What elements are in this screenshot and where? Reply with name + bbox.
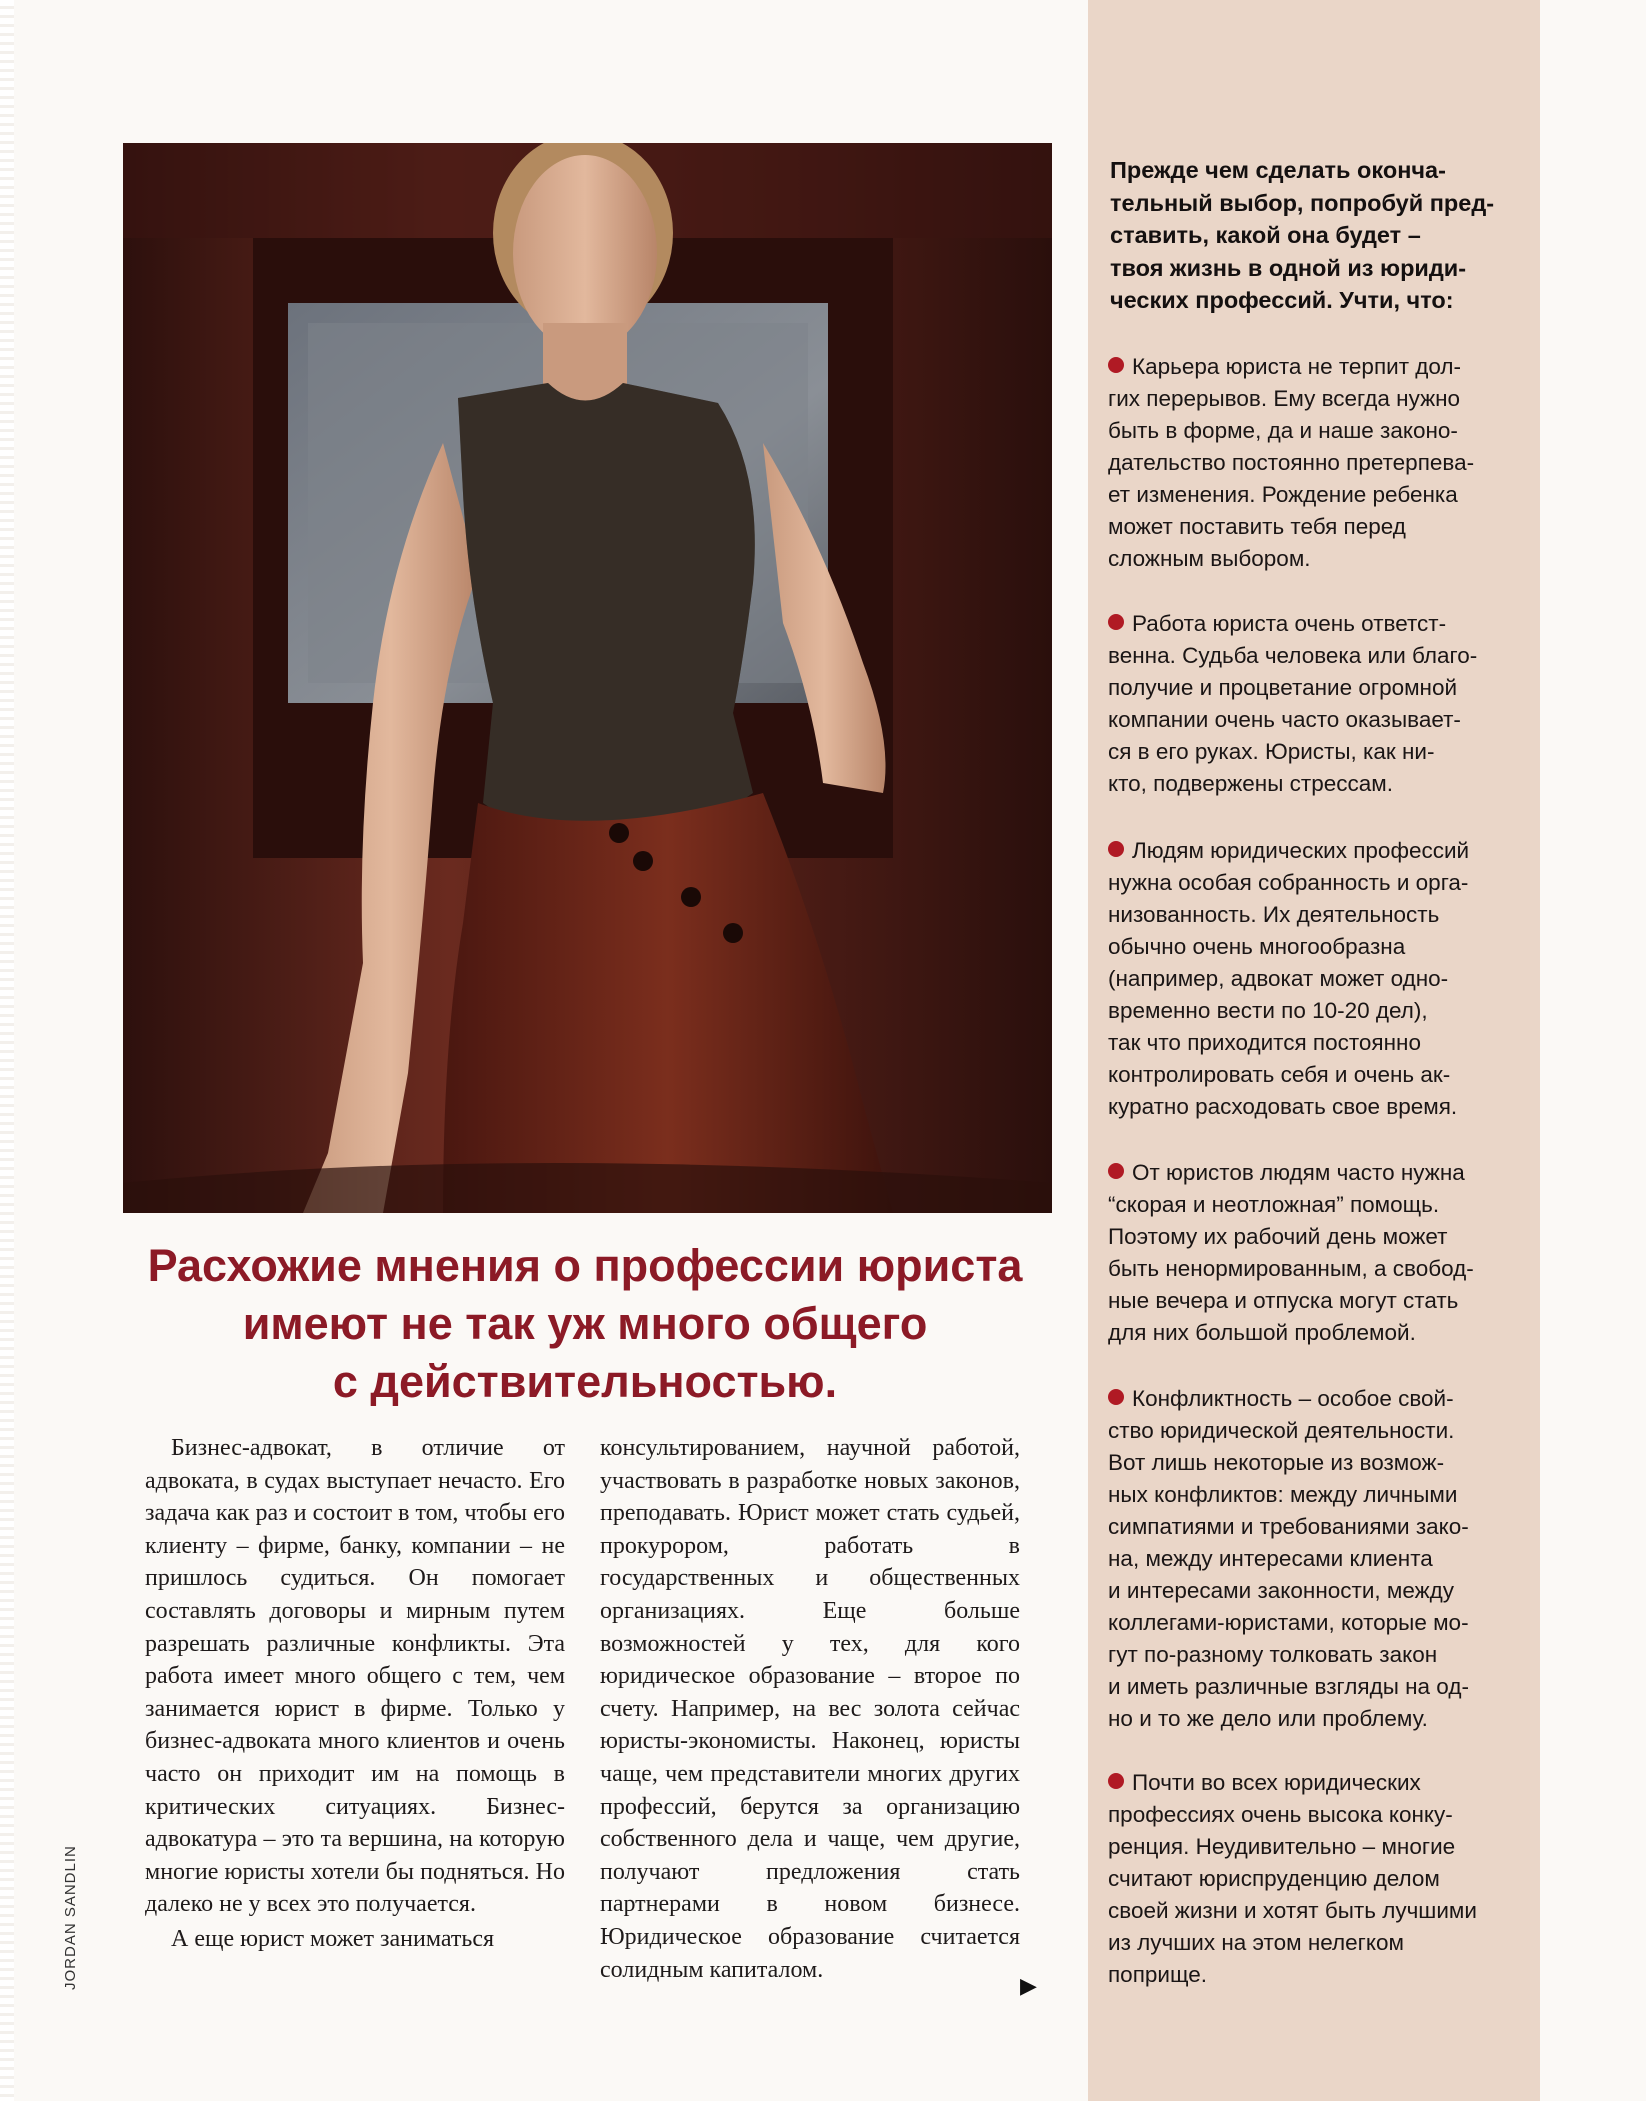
sidebar-intro-line: тельный выбор, попробуй пред- bbox=[1110, 189, 1495, 216]
bullet-icon bbox=[1108, 357, 1124, 373]
body-paragraph: А еще юрист может заниматься bbox=[171, 1925, 495, 1952]
woman-portrait-photo bbox=[123, 143, 1052, 1213]
sidebar-item-career-breaks: Карьера юриста не терпит дол- гих перерывов. Ему всегда нужно быть в форме, да и наше законо- дательство постоянно претерпева- ет изменения. Рождение ребенка может поставить тебя перед сложным выбором. bbox=[1108, 354, 1475, 571]
body-paragraph: консультированием, научной работой, участвовать в разработке новых законов, преподавать. Юрист может стать судьей, прокурором, работать в государственных и общественных организациях. Еще больше возможностей у тех, для кого юридическое образование – второе по счету. Например, на вес золота сейчас юристы-экономисты. Наконец, юристы чаще, чем представители многих других профессий, берутся за организацию собственного дела и чаще, чем другие, получают предложения стать партнерами в новом бизнесе. Юридическое образование считается солидным капиталом. bbox=[600, 1435, 1020, 1983]
headline-line-1: Расхожие мнения о профессии юриста bbox=[147, 1240, 1023, 1291]
page-edge bbox=[0, 0, 14, 2101]
bullet-icon bbox=[1108, 1389, 1124, 1405]
body-column-1 bbox=[145, 1432, 565, 1956]
sidebar-intro bbox=[1110, 154, 1515, 317]
bullet-icon bbox=[1108, 614, 1124, 630]
body-paragraph: Бизнес-адвокат, в отличие от адвоката, в судах выступает нечасто. Его задача как раз и состоит в том, чтобы его клиенту – фирме, банку, компании – не пришлось судиться. Он помогает составлять договоры и мирным путем разрешать различные конфликты. Эта работа имеет много общего с тем, чем занимается юрист в фирме. Только у бизнес-адвоката много клиентов и очень часто он приходит им на помощь в критических ситуациях. Бизнес-адвокатура – это та вершина, на которую многие юристы хотели бы подняться. Но далеко не у всех это получается. bbox=[145, 1435, 565, 1918]
sidebar-item-responsibility: Работа юриста очень ответст- венна. Судьба человека или благо- получие и процветание огромной компании очень часто оказывает- ся в его руках. Юристы, как ни- кто, подвержены стрессам. bbox=[1108, 611, 1478, 796]
sidebar-item-organization: Людям юридических профессий нужна особая собранность и орга- низованность. Их деятельность обычно очень многообразна (например, адвокат может одно- временно вести по 10-20 дел), так что приходится постоянно контролировать себя и очень ак- куратно расходовать свое время. bbox=[1108, 838, 1470, 1119]
bullet-icon bbox=[1108, 841, 1124, 857]
sidebar-item-conflicts: Конфликтность – особое свой- ство юридической деятельности. Вот лишь некоторые из возмож- ных конфликтов: между личными симпатиями и требованиями зако- на, между интересами клиента и интересами законности, между коллегами-юристами, которые мо- гут по-разному толковать закон и иметь различные взгляды на од- но и то же дело или проблему. bbox=[1108, 1386, 1469, 1731]
sidebar-item-competition: Почти во всех юридических профессиях очень высока конку- ренция. Неудивительно – многие считают юриспруденцию делом своей жизни и хотят быть лучшими из лучших на этом нелегком поприще. bbox=[1108, 1770, 1477, 1987]
body-column-2 bbox=[600, 1432, 1020, 1986]
sidebar-intro-line: твоя жизнь в одной из юриди- bbox=[1110, 254, 1467, 281]
bullet-icon bbox=[1108, 1163, 1124, 1179]
sidebar-intro-line: ческих профессий. Учти, что: bbox=[1110, 287, 1454, 313]
headline-line-3: с действительностью. bbox=[332, 1356, 838, 1407]
sidebar-intro-line: ставить, какой она будет – bbox=[1110, 222, 1421, 248]
photo-credit: JORDAN SANDLIN bbox=[62, 1845, 79, 1990]
end-of-article-icon: ▶ bbox=[1020, 1973, 1037, 1998]
headline bbox=[80, 1237, 1090, 1411]
headline-line-2: имеют не так уж много общего bbox=[242, 1298, 928, 1349]
sidebar-intro-line: Прежде чем сделать оконча- bbox=[1110, 157, 1446, 183]
sidebar-item-urgent-help: От юристов людям часто нужна “скорая и неотложная” помощь. Поэтому их рабочий день может быть ненормированным, а свобод- ные вечера и отпуска могут стать для них большой проблемой. bbox=[1108, 1160, 1474, 1345]
bullet-icon bbox=[1108, 1773, 1124, 1789]
